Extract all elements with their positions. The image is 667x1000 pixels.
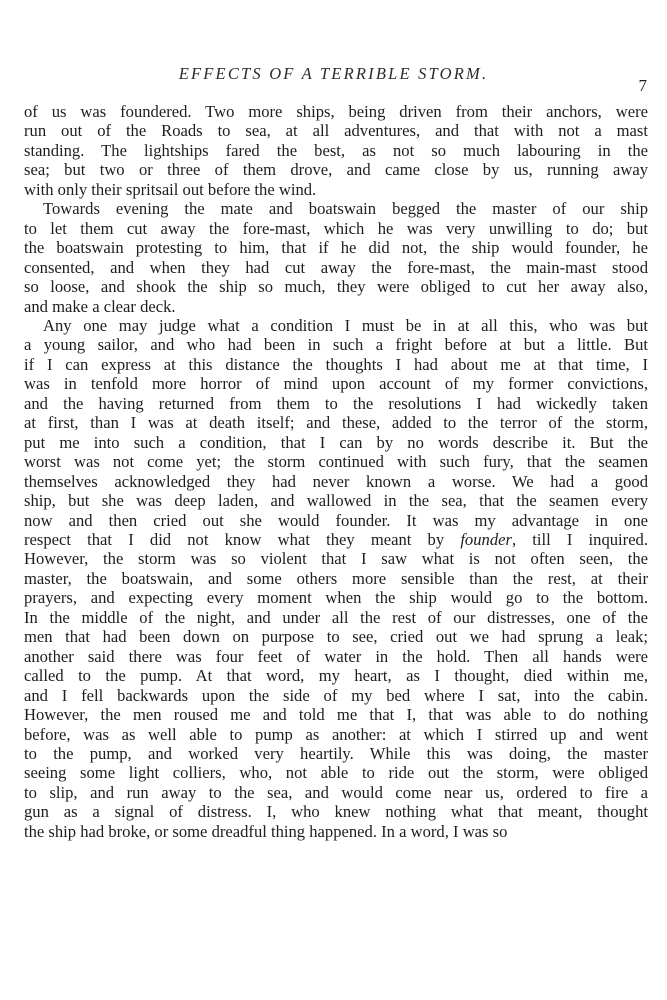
text-line: called to the pump. At that word, my heart, as I thought, died within me, xyxy=(24,666,648,686)
text-line: sea; but two or three of them drove, and came close by us, running away xyxy=(24,160,648,180)
text-line: gun as a signal of distress. I, who knew nothing what that meant, thought xyxy=(24,802,648,822)
text-line: prayers, and expecting every moment when the ship would go to the bottom. xyxy=(24,588,648,608)
text-line: standing. The lightships fared the best, as not so much labouring in the xyxy=(24,140,648,160)
text-line: worst was not come yet; the storm continued with such fury, that the seamen xyxy=(24,452,648,472)
paragraph xyxy=(24,316,648,841)
text-line: run out of the Roads to sea, at all adventures, and that with not a mast xyxy=(24,121,648,141)
text-line: However, the storm was so violent that I saw what is not often seen, the xyxy=(24,549,648,569)
paragraph xyxy=(24,102,648,199)
text-line: and the having returned from them to the resolutions I had wickedly taken xyxy=(24,393,648,413)
text-line: respect that I did not know what they meant by founder, till I inquired. xyxy=(24,529,648,549)
text-line: if I can express at this distance the thoughts I had about me at that time, I xyxy=(24,354,648,374)
page-number: 7 xyxy=(638,76,647,95)
text-line: so loose, and shook the ship so much, they were obliged to cut her away also, xyxy=(24,277,648,297)
text-line: the ship had broke, or some dreadful thing happened. In a word, I was so xyxy=(24,821,508,841)
text-line: seeing some light colliers, who, not able to ride out the storm, were obliged xyxy=(24,763,648,783)
text-line: to slip, and run away to the sea, and would come near us, ordered to fire a xyxy=(24,782,648,802)
text-line: However, the men roused me and told me that I, that was able to do nothing xyxy=(24,705,648,725)
body-text xyxy=(24,102,648,841)
text-line: and I fell backwards upon the side of my bed where I sat, into the cabin. xyxy=(24,685,648,705)
paragraph xyxy=(24,199,648,316)
text-line: consented, and when they had cut away the fore-mast, the main-mast stood xyxy=(24,257,648,277)
text-line: was in tenfold more horror of mind upon account of my former convictions, xyxy=(24,374,648,394)
page-header xyxy=(0,64,667,95)
text-line: now and then cried out she would founder. It was my advantage in one xyxy=(24,510,648,530)
text-line: In the middle of the night, and under all the rest of our distresses, one of the xyxy=(24,607,648,627)
text-line: to let them cut away the fore-mast, which he was very unwilling to do; but xyxy=(24,218,648,238)
text-line: the boatswain protesting to him, that if he did not, the ship would founder, he xyxy=(24,238,648,258)
text-line: to the pump, and worked very heartily. While this was doing, the master xyxy=(24,743,648,763)
text-line: of us was foundered. Two more ships, being driven from their anchors, were xyxy=(24,102,648,121)
text-line: with only their spritsail out before the wind. xyxy=(24,179,317,199)
text-line: Any one may judge what a condition I must be in at all this, who was but xyxy=(43,315,648,335)
text-line: a young sailor, and who had been in such a fright before at but a little. But xyxy=(24,335,648,355)
text-line: themselves acknowledged they had never known a worse. We had a good xyxy=(24,471,648,491)
text-line: ship, but she was deep laden, and wallowed in the sea, that the seamen every xyxy=(24,491,648,511)
text-line: Towards evening the mate and boatswain begged the master of our ship xyxy=(43,199,648,219)
text-line: master, the boatswain, and some others more sensible than the rest, at their xyxy=(24,568,648,588)
running-head: EFFECTS OF A TERRIBLE STORM. xyxy=(178,64,489,83)
text-line: and make a clear deck. xyxy=(24,296,176,316)
text-line: men that had been down on purpose to see, cried out we had sprung a leak; xyxy=(24,627,648,647)
text-line: at first, than I was at death itself; and these, added to the terror of the storm, xyxy=(24,413,648,433)
text-line: another said there was four feet of water in the hold. Then all hands were xyxy=(24,646,648,666)
text-line: before, was as well able to pump as another: at which I stirred up and went xyxy=(24,724,648,744)
text-line: put me into such a condition, that I can by no words describe it. But the xyxy=(24,432,648,452)
